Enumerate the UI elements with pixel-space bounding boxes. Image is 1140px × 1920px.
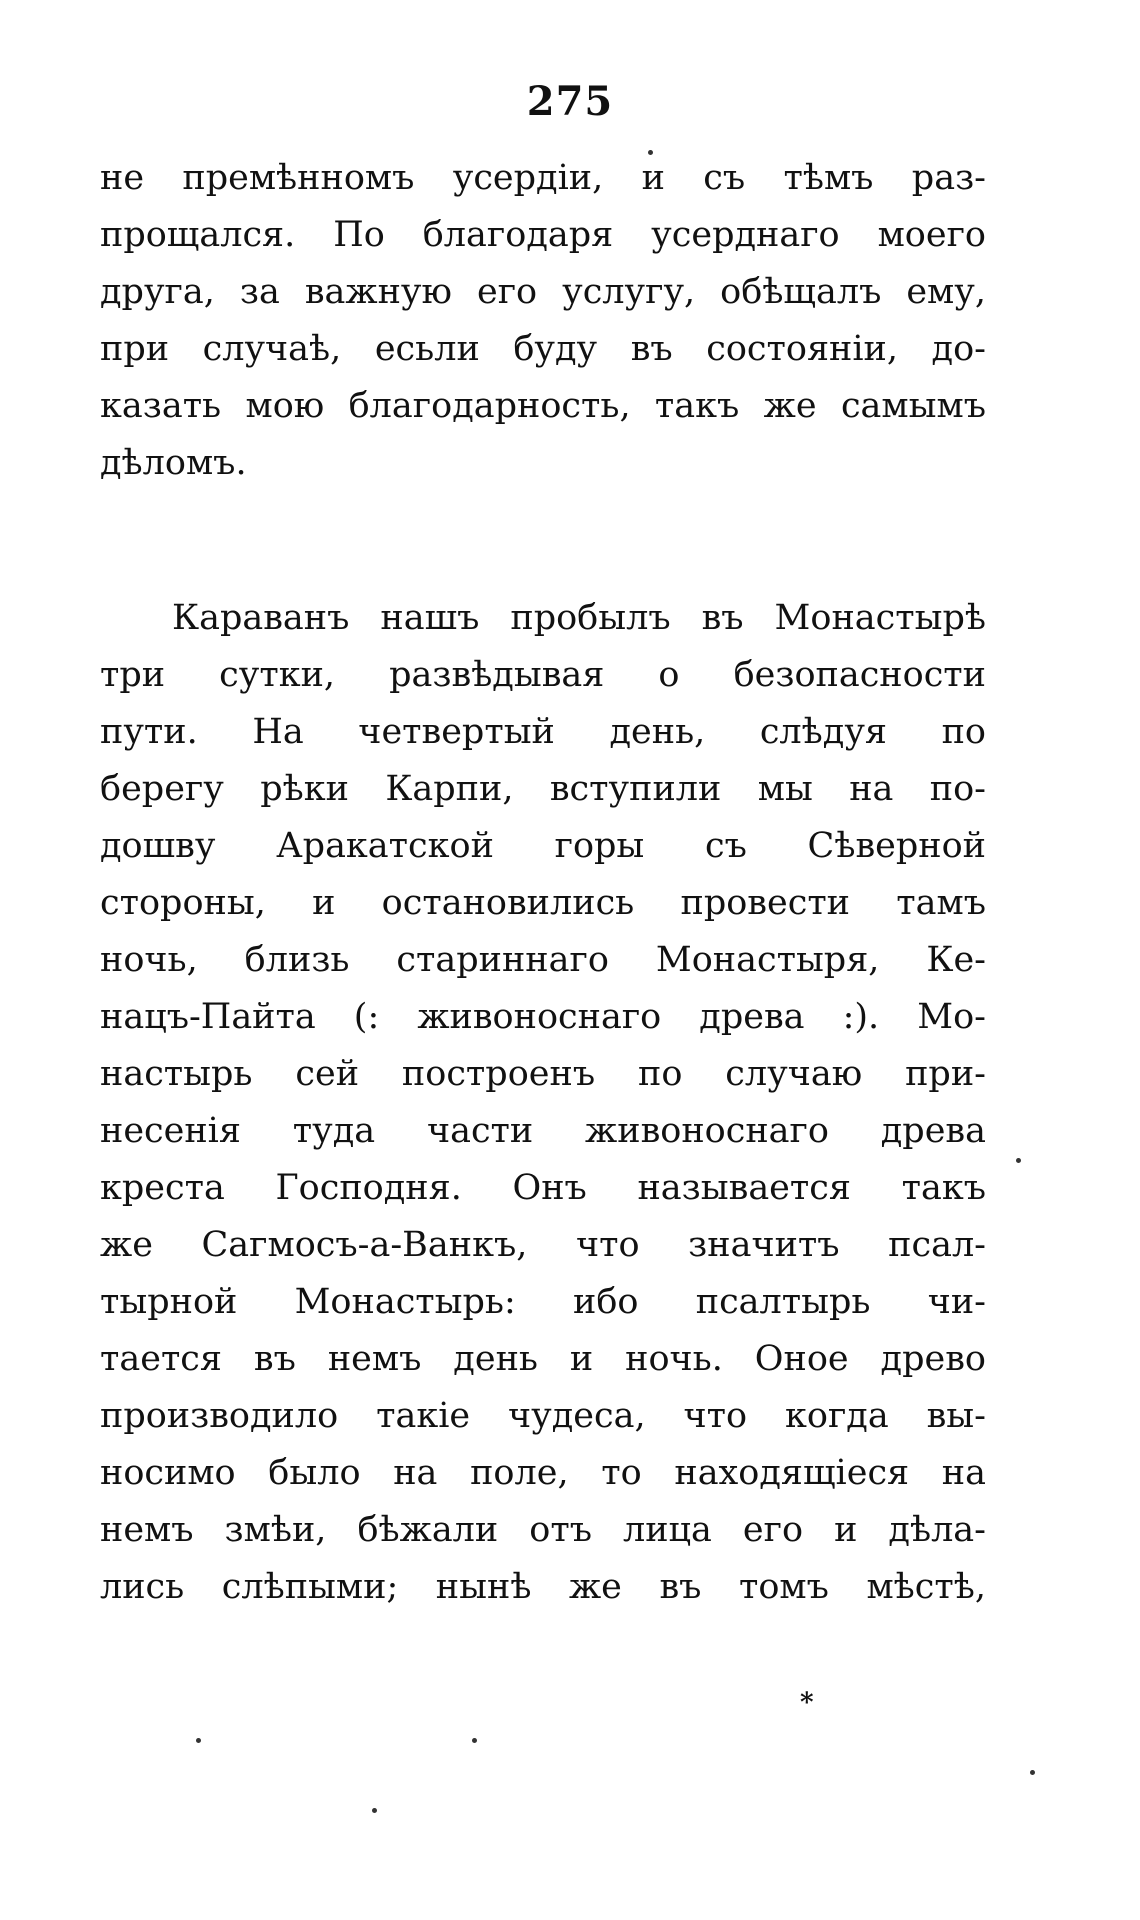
text-line: нацъ-Пайта (: живоноснаго древа :). Мо-: [100, 997, 986, 1037]
text-line: настырь сей построенъ по случаю при-: [100, 1054, 986, 1094]
print-speck: [1016, 1158, 1021, 1163]
text-line: креста Господня. Онъ называется такъ: [100, 1168, 986, 1208]
text-line: тается въ немъ день и ночь. Оное древо: [100, 1339, 986, 1379]
text-line: дошву Аракатской горы съ Сѣверной: [100, 826, 986, 866]
text-line: друга, за важную его услугу, обѣщалъ ему,: [100, 272, 986, 312]
text-line: же Сагмосъ-а-Ванкъ, что значитъ псал-: [100, 1225, 986, 1265]
printer-mark: *: [800, 1688, 814, 1718]
text-line: носимо было на поле, то находящіеся на: [100, 1453, 986, 1493]
print-speck: [1030, 1770, 1035, 1775]
page-number: 275: [526, 78, 614, 125]
text-line: несенія туда части живоноснаго древа: [100, 1111, 986, 1151]
text-line: прощался. По благодаря усерднаго моего: [100, 215, 986, 255]
text-line: ночь, близь стариннаго Монастыря, Ке-: [100, 940, 986, 980]
print-speck: [472, 1738, 477, 1743]
text-line: при случаѣ, есьли буду въ состояніи, до-: [100, 329, 986, 369]
text-line: тырной Монастырь: ибо псалтырь чи-: [100, 1282, 986, 1322]
print-speck: [648, 150, 653, 155]
text-line: дѣломъ.: [100, 443, 247, 483]
text-line: немъ змѣи, бѣжали отъ лица его и дѣла-: [100, 1510, 986, 1550]
text-line: берегу рѣки Карпи, вступили мы на по-: [100, 769, 986, 809]
print-speck: [196, 1738, 201, 1743]
text-line: Караванъ нашъ пробылъ въ Монастырѣ: [172, 598, 986, 638]
text-line: три сутки, развѣдывая о безопасности: [100, 655, 986, 695]
text-line: казать мою благодарность, такъ же самымъ: [100, 386, 986, 426]
text-line: стороны, и остановились провести тамъ: [100, 883, 986, 923]
text-line: производило такіе чудеса, что когда вы-: [100, 1396, 986, 1436]
text-line: пути. На четвертый день, слѣдуя по: [100, 712, 986, 752]
print-speck: [372, 1808, 377, 1813]
text-line: лись слѣпыми; нынѣ же въ томъ мѣстѣ,: [100, 1567, 986, 1607]
text-line: не премѣнномъ усердіи, и съ тѣмъ раз-: [100, 158, 986, 198]
